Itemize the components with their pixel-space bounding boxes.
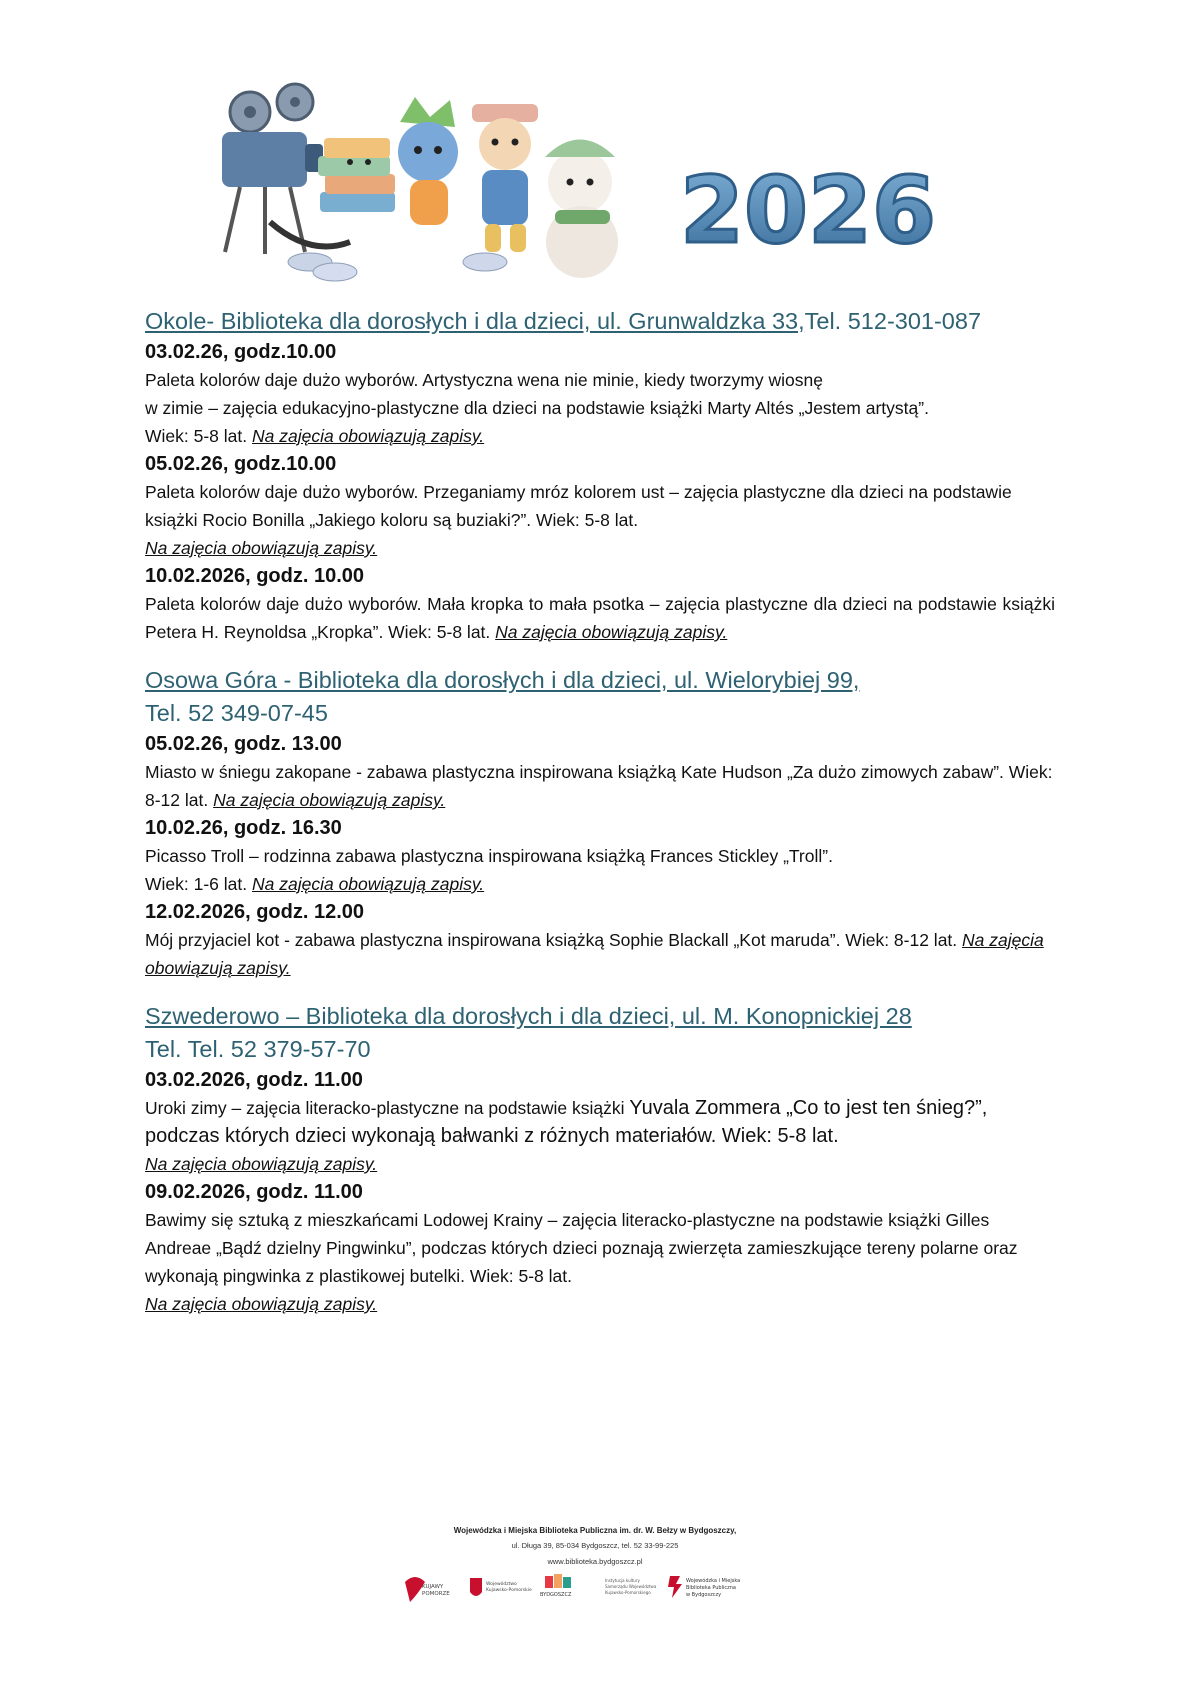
cd-discs-icon [288, 253, 507, 281]
event-date: 03.02.2026, godz. 11.00 [145, 1069, 363, 1091]
main-content [145, 305, 1055, 1336]
section-heading [145, 305, 1055, 338]
event-description [145, 1094, 1055, 1178]
event-description [145, 478, 1055, 562]
registration-required: Na zajęcia obowiązują zapisy. [145, 538, 378, 558]
section-heading [145, 664, 1055, 730]
svg-text:w Bydgoszczy: w Bydgoszczy [686, 1592, 722, 1598]
footer-website-link[interactable]: www.biblioteka.bydgoszcz.pl [547, 1557, 643, 1566]
registration-required: Na zajęcia obowiązują zapisy. [252, 426, 485, 446]
event-date: 05.02.26, godz. 13.00 [145, 733, 342, 755]
event-description [145, 366, 1055, 450]
svg-text:Instytucja kultury: Instytucja kultury [605, 1578, 640, 1583]
svg-text:KUJAWY: KUJAWY [422, 1584, 444, 1590]
event-date: 09.02.2026, godz. 11.00 [145, 1181, 363, 1203]
leaf-character-icon [398, 97, 458, 225]
svg-text:Kujawsko-Pomorskie: Kujawsko-Pomorskie [486, 1588, 532, 1593]
event-description [145, 926, 1055, 982]
voivodeship-crest-logo [470, 1578, 532, 1596]
branch-phone: Tel. Tel. 52 379-57-70 [145, 1036, 371, 1062]
partner-logos [400, 1572, 800, 1612]
registration-required: Na zajęcia obowiązują zapisy. [145, 1154, 378, 1174]
branch-phone: Tel. 52 349-07-45 [145, 700, 328, 726]
event-age: Wiek: 5-8 lat. [145, 426, 248, 446]
event-date: 05.02.26, godz.10.00 [145, 453, 337, 475]
registration-required: Na zajęcia obowiązują zapisy. [495, 622, 728, 642]
svg-text:Biblioteka Publiczna: Biblioteka Publiczna [686, 1585, 736, 1591]
wimbp-logo [668, 1576, 740, 1598]
cultural-institution-label [605, 1578, 657, 1595]
event-line: Picasso Troll – rodzinna zabawa plastyczna inspirowana książką Frances Stickley „Troll”. [145, 846, 833, 866]
branch-link[interactable]: Osowa Góra - Biblioteka dla dorosłych i dla dzieci, ul. Wielorybiej 99, [145, 667, 860, 693]
header-illustration [210, 82, 990, 297]
svg-text:BYDGOSZCZ: BYDGOSZCZ [540, 1592, 572, 1598]
event-text: Mój przyjaciel kot - zabawa plastyczna inspirowana książką Sophie Blackall „Kot maruda”. Wiek: 8-12 lat. [145, 930, 958, 950]
event-date: 10.02.26, godz. 16.30 [145, 817, 342, 839]
event-description [145, 758, 1055, 814]
puppet-character-icon [472, 104, 538, 252]
bydgoszcz-city-logo [540, 1574, 572, 1598]
event-text: Paleta kolorów daje dużo wyborów. Przeganiamy mróz kolorem ust – zajęcia plastyczne dla dzieci na podstawie książki Rocio Bonilla „Jakiego koloru są buziaki?”. Wiek: 5-8 lat. [145, 482, 1012, 530]
svg-text:Województwo: Województwo [486, 1582, 517, 1587]
registration-required: Na zajęcia obowiązują zapisy. [252, 874, 485, 894]
kujawy-pomorze-logo [405, 1577, 450, 1602]
footer-library-name: Wojewódzka i Miejska Biblioteka Publiczna im. dr. W. Bełzy w Bydgoszczy, [453, 1526, 737, 1535]
section-osowa-gora [145, 664, 1055, 982]
event-text: Paleta kolorów daje dużo wyborów. Mała kropka to mała psotka – zajęcia plastyczne dla dzieci na podstawie książki Petera H. Reynoldsa „Kropka”. Wiek: 5-8 lat. [145, 594, 1055, 642]
branch-phone: Tel. 512-301-087 [804, 308, 982, 334]
footer-address: ul. Długa 39, 85-034 Bydgoszcz, tel. 52 33-99-225 [511, 1541, 679, 1550]
event-line: w zimie – zajęcia edukacyjno-plastyczne dla dzieci na podstawie książki Marty Altés „Jestem artystą”. [145, 398, 929, 418]
svg-text:Wojewódzka i Miejska: Wojewódzka i Miejska [686, 1578, 741, 1584]
branch-link[interactable]: Okole- Biblioteka dla dorosłych i dla dzieci, ul. Grunwaldzka 33, [145, 308, 805, 334]
registration-required: Na zajęcia obowiązują zapisy. [145, 930, 1044, 978]
event-date: 03.02.26, godz.10.00 [145, 341, 337, 363]
registration-required: Na zajęcia obowiązują zapisy. [145, 1294, 378, 1314]
section-szwederowo [145, 1000, 1055, 1318]
svg-text:Samorządu Województwa: Samorządu Województwa [605, 1584, 657, 1589]
event-description [145, 842, 1055, 898]
event-date: 12.02.2026, godz. 12.00 [145, 901, 365, 923]
registration-required: Na zajęcia obowiązują zapisy. [213, 790, 446, 810]
books-character-icon [318, 138, 395, 212]
svg-text:POMORZE: POMORZE [422, 1591, 450, 1597]
section-heading [145, 1000, 1055, 1066]
event-text: Uroki zimy – zajęcia literacko-plastyczne na podstawie książki [145, 1098, 625, 1118]
svg-text:Kujawsko-Pomorskiego: Kujawsko-Pomorskiego [605, 1590, 651, 1595]
year-2026: 2026 [680, 157, 937, 264]
event-text: Bawimy się sztuką z mieszkańcami Lodowej Krainy – zajęcia literacko-plastyczne na podstawie książki Gilles Andreae „Bądź dzielny Pingwinku”, podczas których dzieci poznają zwierzęta zamieszkujące tereny polarne oraz wykonają pingwinka z plastikowej butelki. Wiek: 5-8 lat. [145, 1210, 1018, 1286]
event-description [145, 590, 1055, 646]
event-line: Paleta kolorów daje dużo wyborów. Artystyczna wena nie minie, kiedy tworzymy wiosnę [145, 370, 823, 390]
event-text-large: Yuvala Zommera „Co to jest ten śnieg?”, podczas których dzieci wykonają bałwanki z różnych materiałów. Wiek: 5-8 lat. [145, 1097, 988, 1147]
event-description [145, 1206, 1055, 1318]
section-okole [145, 305, 1055, 646]
branch-link[interactable]: Szwederowo – Biblioteka dla dorosłych i dla dzieci, ul. M. Konopnickiej 28 [145, 1003, 912, 1029]
snowman-character-icon [545, 140, 618, 279]
event-text: Miasto w śniegu zakopane - zabawa plastyczna inspirowana książką Kate Hudson „Za dużo zimowych zabaw”. Wiek: 8-12 lat. [145, 762, 1053, 810]
event-age: Wiek: 1-6 lat. [145, 874, 248, 894]
event-date: 10.02.2026, godz. 10.00 [145, 565, 365, 587]
